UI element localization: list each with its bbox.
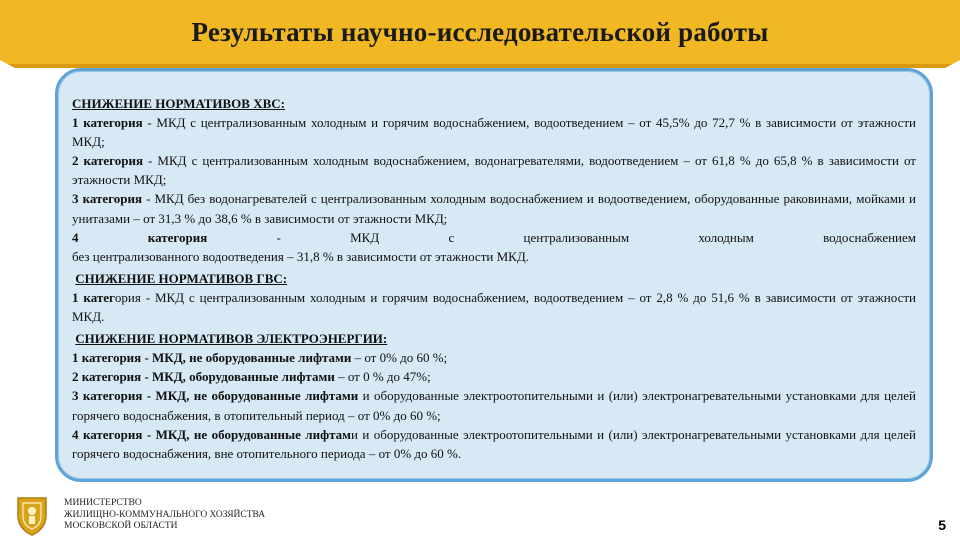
electro-category-1: 1 категория - МКД, не оборудованные лифтами – от 0% до 60 %; bbox=[72, 350, 448, 366]
section-heading-gvs: СНИЖЕНИЕ НОРМАТИВОВ ГВС: bbox=[75, 270, 288, 286]
hvs-category-1: 1 категория - МКД с централизованным холодным и горячим водоснабжением, водоотведением – от 45,5% до 72,7 % в зависимости от этажности МКД; bbox=[72, 115, 916, 150]
electro-category-2: 2 категория - МКД, оборудованные лифтами – от 0 % до 47%; bbox=[72, 369, 431, 385]
page-number: 5 bbox=[938, 517, 946, 533]
section-heading-hvs: СНИЖЕНИЕ НОРМАТИВОВ ХВС: bbox=[72, 96, 285, 111]
coat-of-arms-icon bbox=[14, 494, 50, 536]
page-title: Результаты научно-исследовательской работы bbox=[191, 17, 769, 47]
content-text bbox=[72, 94, 916, 463]
hvs-category-4: 4 категория - МКД с централизованным холодным водоснабжением bbox=[72, 229, 917, 245]
gvs-category-1: 1 категория - МКД с централизованным холодным и горячим водоснабжением, водоотведением – от 2,8 % до 51,6 % в зависимости от этажности МКД. bbox=[72, 289, 916, 325]
electro-category-3: 3 категория - МКД, не оборудованные лифтами и оборудованные электроотопительными и (или) электронагревательными установками для целей горячего водоснабжения, в отопительный период – от 0% до 60 %; bbox=[72, 388, 917, 423]
hvs-category-3: 3 категория - МКД без водонагревателей с централизованным холодным водоснабжением и водоотведением, оборудованные раковинами, мойками и унитазами – от 31,3 % до 38,6 % в зависимости от этажности МКД; bbox=[72, 191, 916, 226]
ministry-name: МИНИСТЕРСТВО ЖИЛИЩНО-КОММУНАЛЬНОГО ХОЗЯЙСТВА МОСКОВСКОЙ ОБЛАСТИ bbox=[64, 498, 266, 531]
hvs-category-2: 2 категория - МКД с централизованным холодным водоснабжением, водонагревателями, водоотведением – от 61,8 % до 65,8 % в зависимости от этажности МКД; bbox=[72, 153, 916, 188]
section-heading-electro: СНИЖЕНИЕ НОРМАТИВОВ ЭЛЕКТРОЭНЕРГИИ: bbox=[75, 331, 388, 347]
electro-category-4: 4 категория - МКД, не оборудованные лифтами и оборудованные электроотопительными и (или) электронагревательными установками для целей горячего водоснабжения, вне отопительного периода – от 0% до 60 %. bbox=[72, 426, 916, 461]
hvs-category-4-cont: без централизованного водоотведения – 31,8 % в зависимости от этажности МКД. bbox=[72, 248, 529, 264]
